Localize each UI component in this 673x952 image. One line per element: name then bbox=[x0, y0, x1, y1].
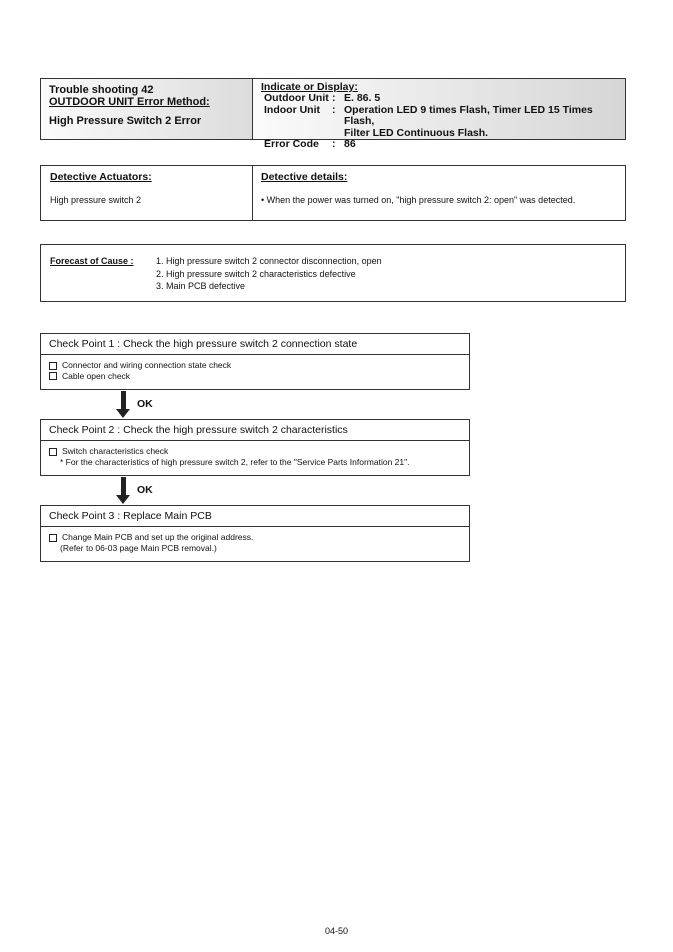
detective-actuators-title: Detective Actuators: bbox=[50, 171, 152, 183]
check-line-text: Connector and wiring connection state check bbox=[62, 360, 232, 370]
check-point-3 bbox=[40, 505, 470, 562]
indicate-label: Indoor Unit bbox=[264, 103, 320, 116]
error-method-label: OUTDOOR UNIT Error Method: bbox=[49, 96, 210, 108]
down-arrow-icon bbox=[116, 391, 130, 418]
checkbox-icon bbox=[49, 448, 57, 456]
detective-box bbox=[40, 165, 626, 221]
check-point-body bbox=[41, 441, 469, 472]
forecast-list bbox=[156, 255, 382, 291]
forecast-item: 1. High pressure switch 2 connector disconnection, open bbox=[156, 256, 382, 266]
indicate-value: Operation LED 9 times Flash, Timer LED 15 Times Flash, bbox=[344, 103, 593, 128]
forecast-label: Forecast of Cause : bbox=[50, 256, 134, 266]
check-line bbox=[49, 446, 461, 457]
indicate-sep: : bbox=[332, 138, 336, 151]
error-name: High Pressure Switch 2 Error bbox=[49, 115, 202, 127]
ok-label: OK bbox=[137, 484, 153, 496]
check-point-body bbox=[41, 355, 469, 386]
indicate-display-panel bbox=[253, 79, 625, 151]
error-header-box bbox=[40, 78, 626, 151]
indicate-value: E. 86. 5 bbox=[344, 92, 381, 105]
check-line bbox=[49, 532, 461, 543]
page-number: 04-50 bbox=[324, 926, 349, 936]
indicate-row bbox=[261, 105, 617, 128]
check-line-note: * For the characteristics of high pressure switch 2, refer to the "Service Parts Information 21". bbox=[60, 456, 410, 467]
indicate-value: 86 bbox=[344, 138, 356, 151]
detective-actuators bbox=[41, 166, 253, 220]
check-point-title: Check Point 1 : Check the high pressure switch 2 connection state bbox=[41, 334, 469, 355]
check-point-title: Check Point 3 : Replace Main PCB bbox=[41, 506, 469, 527]
check-line bbox=[49, 371, 461, 382]
check-point-2 bbox=[40, 419, 470, 476]
checkbox-icon bbox=[49, 362, 57, 370]
check-line-text: Switch characteristics check bbox=[62, 446, 169, 456]
indicate-value: Filter LED Continuous Flash. bbox=[344, 126, 489, 139]
forecast-box bbox=[40, 244, 626, 302]
detective-actuators-value: High pressure switch 2 bbox=[50, 195, 142, 205]
ok-label: OK bbox=[137, 398, 153, 410]
error-header-left bbox=[41, 79, 253, 139]
indicate-title: Indicate or Display: bbox=[261, 81, 358, 93]
check-point-body bbox=[41, 527, 469, 558]
indicate-sep: : bbox=[332, 92, 336, 105]
indicate-label: Error Code bbox=[264, 138, 319, 151]
check-line-text: Change Main PCB and set up the original address. bbox=[62, 532, 254, 542]
forecast-item: 2. High pressure switch 2 characteristics defective bbox=[156, 268, 356, 279]
detective-details-title: Detective details: bbox=[261, 171, 348, 183]
indicate-label: Outdoor Unit bbox=[264, 92, 329, 105]
check-point-title: Check Point 2 : Check the high pressure switch 2 characteristics bbox=[41, 420, 469, 441]
indicate-row bbox=[261, 139, 617, 150]
check-line bbox=[49, 360, 461, 371]
detective-details-value: • When the power was turned on, "high pressure switch 2: open" was detected. bbox=[261, 195, 576, 205]
indicate-sep: : bbox=[332, 103, 336, 116]
down-arrow-icon bbox=[116, 477, 130, 504]
check-point-1 bbox=[40, 333, 470, 390]
forecast-item: 3. Main PCB defective bbox=[156, 281, 246, 291]
check-line-text: Cable open check bbox=[62, 370, 131, 381]
detective-details bbox=[253, 166, 625, 220]
trouble-shooting-number: Trouble shooting 42 bbox=[49, 84, 154, 96]
checkbox-icon bbox=[49, 372, 57, 380]
check-line-note: (Refer to 06-03 page Main PCB removal.) bbox=[60, 542, 217, 553]
checkbox-icon bbox=[49, 534, 57, 542]
